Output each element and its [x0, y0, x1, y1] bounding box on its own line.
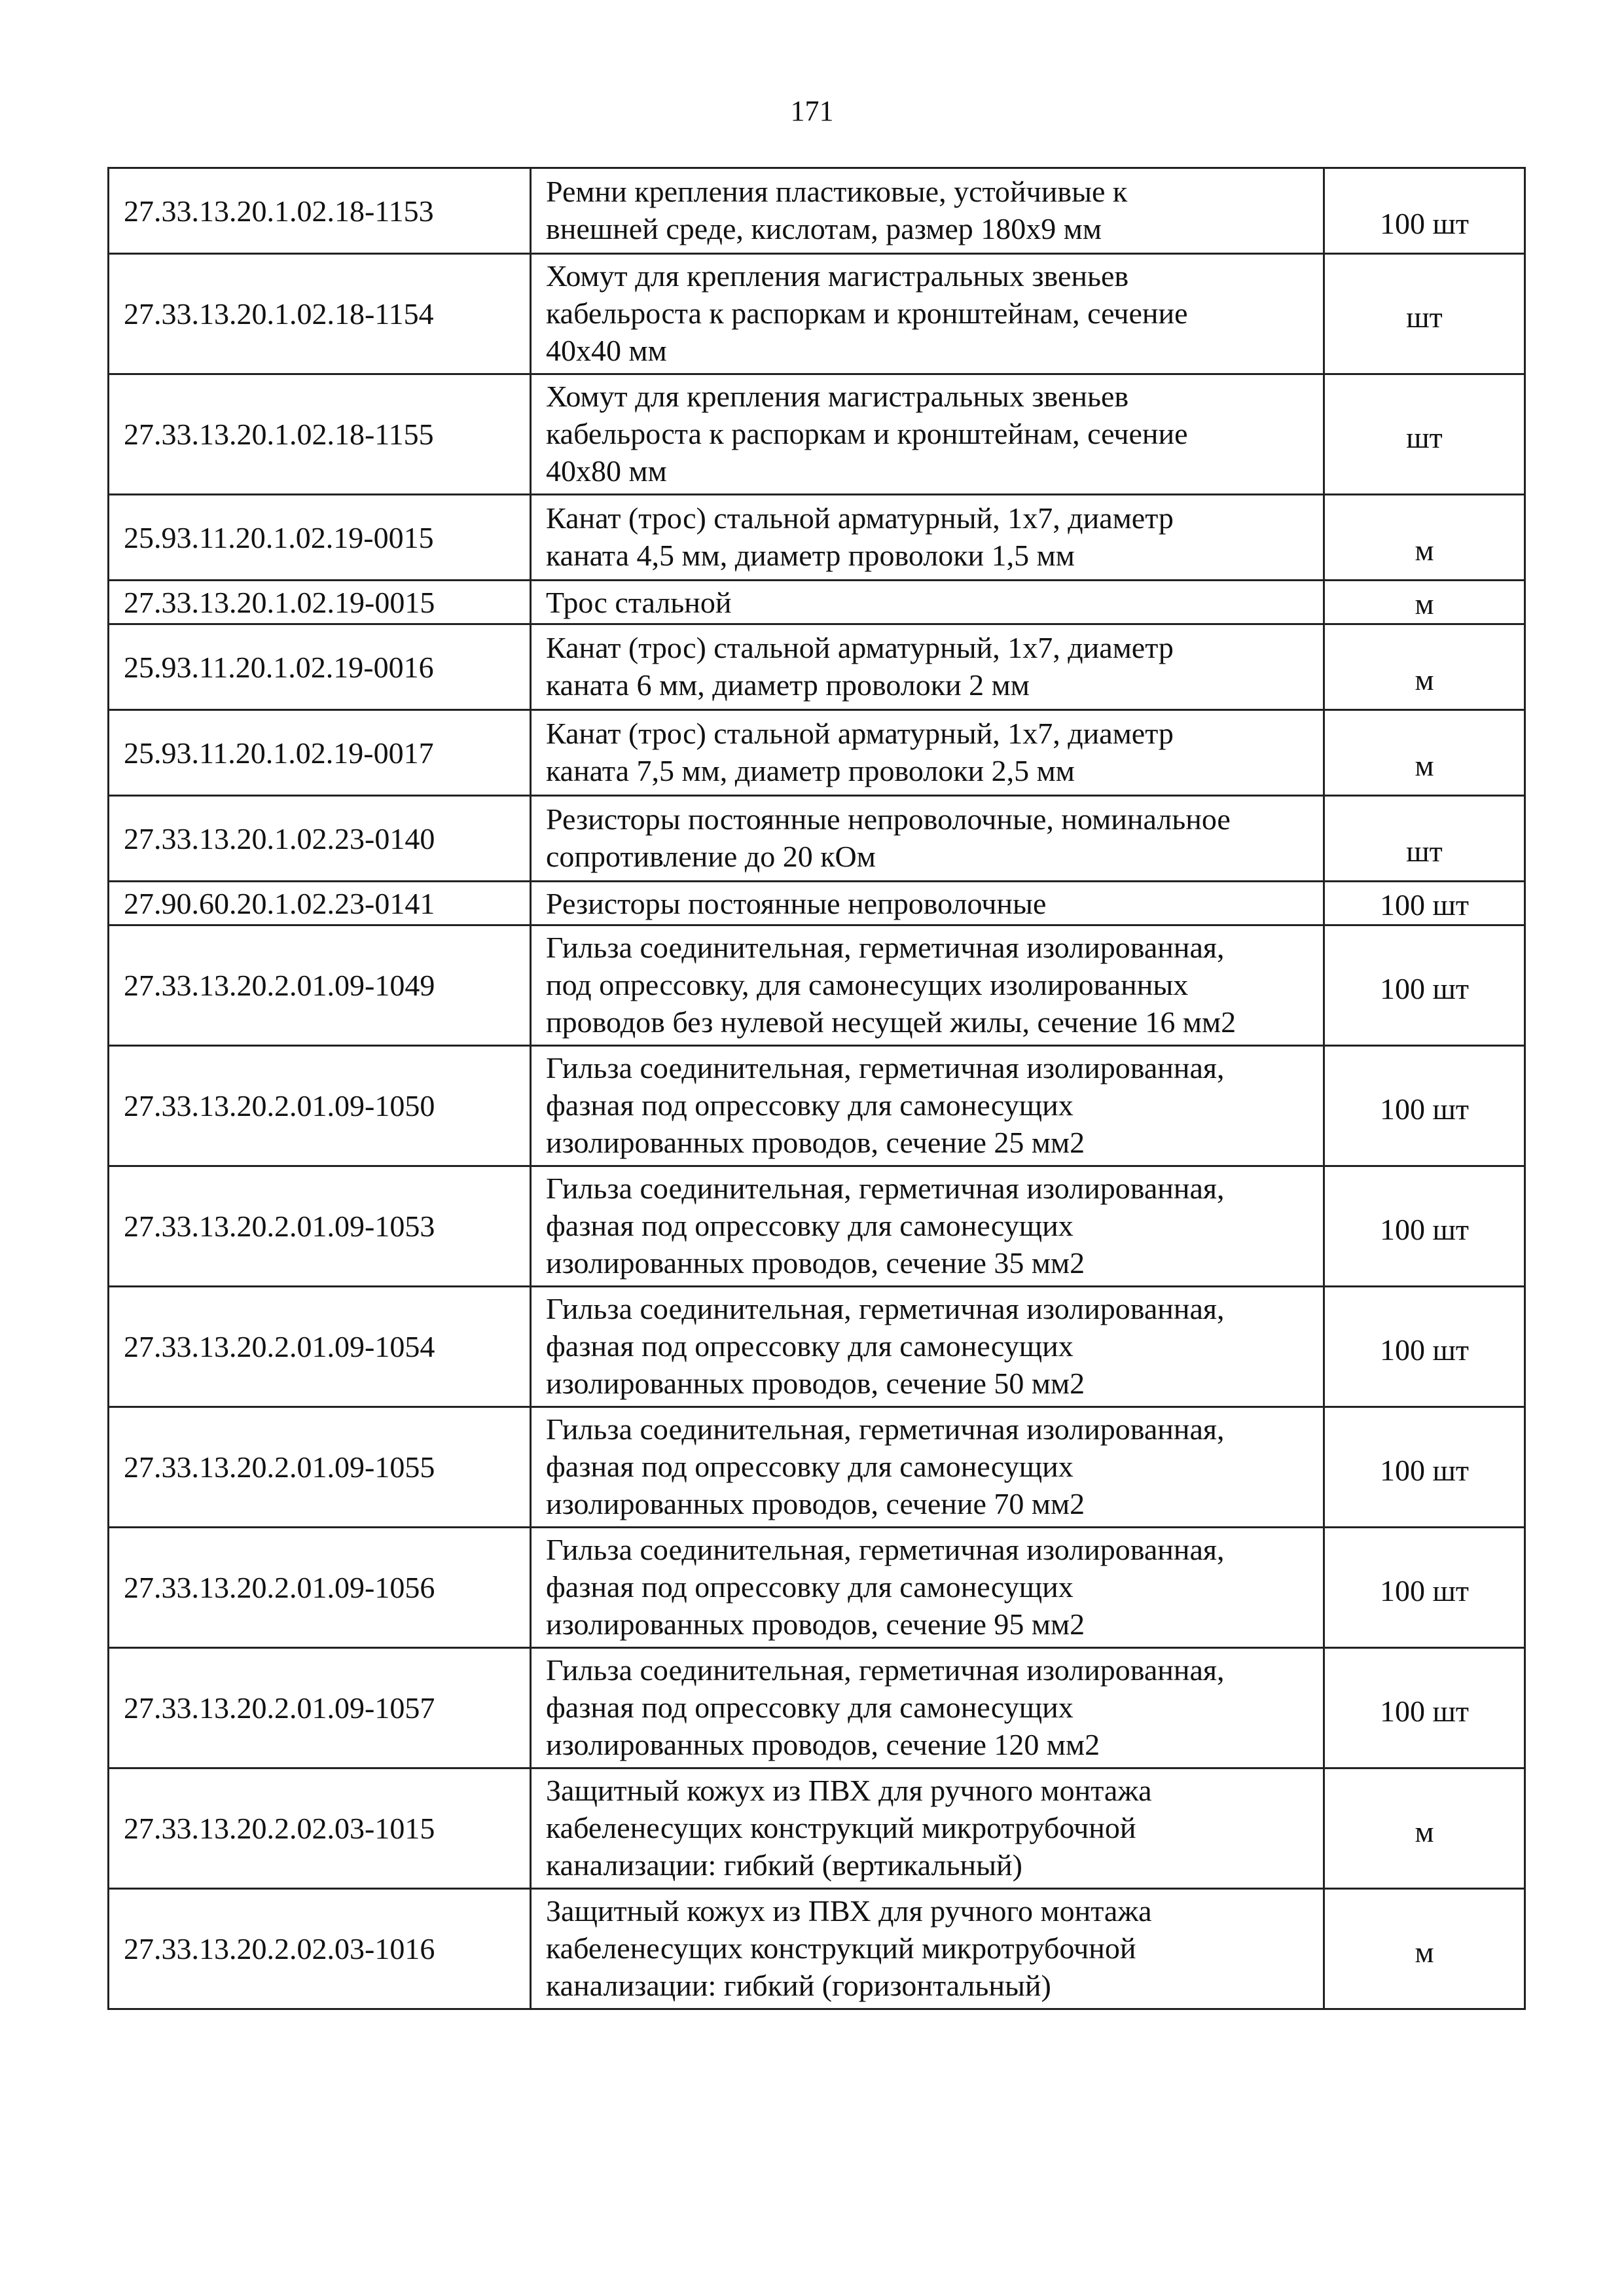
description-line: канализации: гибкий (вертикальный) [546, 1848, 1022, 1882]
unit-of-measure: 100 шт [1324, 925, 1525, 1046]
resource-description [531, 581, 1324, 624]
resource-code: 25.93.11.20.1.02.19-0017 [109, 710, 531, 796]
resource-code: 27.33.13.20.2.01.09-1050 [109, 1046, 531, 1166]
table-row [109, 624, 1525, 710]
description-line: Гильза соединительная, герметичная изолированная, [546, 1172, 1225, 1205]
description-line: 40х40 мм [546, 334, 667, 367]
resource-description [531, 1287, 1324, 1407]
description-line: Гильза соединительная, герметичная изолированная, [546, 1412, 1225, 1446]
table-row [109, 168, 1525, 254]
description-line: Хомут для крепления магистральных звеньев [546, 259, 1129, 293]
description-line: кабельроста к распоркам и кронштейнам, сечение [546, 417, 1188, 450]
description-line: Ремни крепления пластиковые, устойчивые к [546, 175, 1128, 208]
resource-description [531, 168, 1324, 254]
resource-description [531, 254, 1324, 374]
unit-of-measure: м [1324, 710, 1525, 796]
unit-of-measure: шт [1324, 796, 1525, 882]
table-row [109, 1528, 1525, 1648]
description-line: фазная под опрессовку для самонесущих [546, 1209, 1074, 1242]
resource-description [531, 624, 1324, 710]
unit-of-measure: 100 шт [1324, 1166, 1525, 1287]
table-row [109, 796, 1525, 882]
description-line: фазная под опрессовку для самонесущих [546, 1570, 1074, 1604]
description-line: изолированных проводов, сечение 25 мм2 [546, 1126, 1085, 1159]
description-line: Канат (трос) стальной арматурный, 1х7, диаметр [546, 501, 1174, 535]
resource-description [531, 1648, 1324, 1768]
unit-of-measure: 100 шт [1324, 1287, 1525, 1407]
table-row [109, 710, 1525, 796]
unit-of-measure: 100 шт [1324, 1648, 1525, 1768]
description-line: изолированных проводов, сечение 70 мм2 [546, 1487, 1085, 1520]
resource-description [531, 710, 1324, 796]
resource-description [531, 1046, 1324, 1166]
description-line: Резисторы постоянные непроволочные, номинальное [546, 802, 1231, 836]
resource-description [531, 374, 1324, 495]
description-line: фазная под опрессовку для самонесущих [546, 1088, 1074, 1122]
description-line: кабеленесущих конструкций микротрубочной [546, 1931, 1136, 1965]
description-line: сопротивление до 20 кОм [546, 840, 876, 873]
description-line: Гильза соединительная, герметичная изолированная, [546, 1051, 1225, 1085]
description-line: каната 4,5 мм, диаметр проволоки 1,5 мм [546, 539, 1075, 572]
description-line: Гильза соединительная, герметичная изолированная, [546, 931, 1225, 964]
resource-description [531, 1407, 1324, 1528]
table-row [109, 374, 1525, 495]
resource-code: 27.33.13.20.2.01.09-1054 [109, 1287, 531, 1407]
resource-code: 27.90.60.20.1.02.23-0141 [109, 882, 531, 925]
resource-description [531, 1889, 1324, 2009]
table-row [109, 925, 1525, 1046]
description-line: внешней среде, кислотам, размер 180х9 мм [546, 212, 1102, 245]
description-line: изолированных проводов, сечение 120 мм2 [546, 1728, 1100, 1761]
unit-of-measure: м [1324, 1889, 1525, 2009]
resource-code: 27.33.13.20.2.01.09-1053 [109, 1166, 531, 1287]
resource-code: 27.33.13.20.1.02.23-0140 [109, 796, 531, 882]
resource-code: 27.33.13.20.2.02.03-1015 [109, 1768, 531, 1889]
materials-table [107, 167, 1526, 2010]
resource-description [531, 882, 1324, 925]
resource-code: 25.93.11.20.1.02.19-0016 [109, 624, 531, 710]
resource-code: 27.33.13.20.1.02.18-1154 [109, 254, 531, 374]
description-line: Трос стальной [546, 585, 732, 619]
description-line: каната 7,5 мм, диаметр проволоки 2,5 мм [546, 754, 1075, 787]
description-line: Канат (трос) стальной арматурный, 1х7, диаметр [546, 631, 1174, 664]
unit-of-measure: 100 шт [1324, 168, 1525, 254]
resource-description [531, 1166, 1324, 1287]
description-line: Гильза соединительная, герметичная изолированная, [546, 1653, 1225, 1687]
resource-code: 27.33.13.20.2.01.09-1056 [109, 1528, 531, 1648]
resource-code: 27.33.13.20.2.01.09-1049 [109, 925, 531, 1046]
unit-of-measure: 100 шт [1324, 882, 1525, 925]
resource-description [531, 796, 1324, 882]
description-line: фазная под опрессовку для самонесущих [546, 1691, 1074, 1724]
description-line: канализации: гибкий (горизонтальный) [546, 1969, 1051, 2002]
resource-description [531, 495, 1324, 581]
description-line: изолированных проводов, сечение 35 мм2 [546, 1246, 1085, 1280]
resource-code: 27.33.13.20.2.02.03-1016 [109, 1889, 531, 2009]
resource-description [531, 1528, 1324, 1648]
description-line: Канат (трос) стальной арматурный, 1х7, диаметр [546, 717, 1174, 750]
resource-code: 27.33.13.20.1.02.19-0015 [109, 581, 531, 624]
description-line: Резисторы постоянные непроволочные [546, 886, 1047, 920]
unit-of-measure: 100 шт [1324, 1046, 1525, 1166]
description-line: фазная под опрессовку для самонесущих [546, 1450, 1074, 1483]
description-line: кабельроста к распоркам и кронштейнам, сечение [546, 296, 1188, 330]
table-row [109, 882, 1525, 925]
resource-code: 27.33.13.20.1.02.18-1153 [109, 168, 531, 254]
description-line: кабеленесущих конструкций микротрубочной [546, 1811, 1136, 1844]
resource-code: 27.33.13.20.1.02.18-1155 [109, 374, 531, 495]
table-row [109, 1889, 1525, 2009]
table-row [109, 581, 1525, 624]
table-row [109, 1046, 1525, 1166]
table-row [109, 1648, 1525, 1768]
description-line: Защитный кожух из ПВХ для ручного монтажа [546, 1894, 1152, 1928]
description-line: под опрессовку, для самонесущих изолированных [546, 968, 1189, 1001]
page-number: 171 [790, 95, 834, 127]
resource-code: 25.93.11.20.1.02.19-0015 [109, 495, 531, 581]
unit-of-measure: м [1324, 581, 1525, 624]
unit-of-measure: шт [1324, 254, 1525, 374]
resource-code: 27.33.13.20.2.01.09-1057 [109, 1648, 531, 1768]
unit-of-measure: шт [1324, 374, 1525, 495]
description-line: 40х80 мм [546, 454, 667, 488]
description-line: изолированных проводов, сечение 95 мм2 [546, 1607, 1085, 1641]
resource-code: 27.33.13.20.2.01.09-1055 [109, 1407, 531, 1528]
description-line: Хомут для крепления магистральных звеньев [546, 380, 1129, 413]
unit-of-measure: м [1324, 495, 1525, 581]
table-row [109, 1768, 1525, 1889]
description-line: Гильза соединительная, герметичная изолированная, [546, 1292, 1225, 1325]
table-row [109, 254, 1525, 374]
resource-description [531, 925, 1324, 1046]
description-line: фазная под опрессовку для самонесущих [546, 1329, 1074, 1363]
table-row [109, 1407, 1525, 1528]
table-row [109, 1287, 1525, 1407]
materials-table-body [109, 168, 1525, 2009]
unit-of-measure: 100 шт [1324, 1407, 1525, 1528]
unit-of-measure: м [1324, 1768, 1525, 1889]
table-row [109, 495, 1525, 581]
description-line: Гильза соединительная, герметичная изолированная, [546, 1533, 1225, 1566]
description-line: проводов без нулевой несущей жилы, сечение 16 мм2 [546, 1005, 1236, 1039]
table-row [109, 1166, 1525, 1287]
unit-of-measure: 100 шт [1324, 1528, 1525, 1648]
resource-description [531, 1768, 1324, 1889]
description-line: изолированных проводов, сечение 50 мм2 [546, 1367, 1085, 1400]
description-line: каната 6 мм, диаметр проволоки 2 мм [546, 668, 1030, 702]
unit-of-measure: м [1324, 624, 1525, 710]
description-line: Защитный кожух из ПВХ для ручного монтажа [546, 1774, 1152, 1807]
